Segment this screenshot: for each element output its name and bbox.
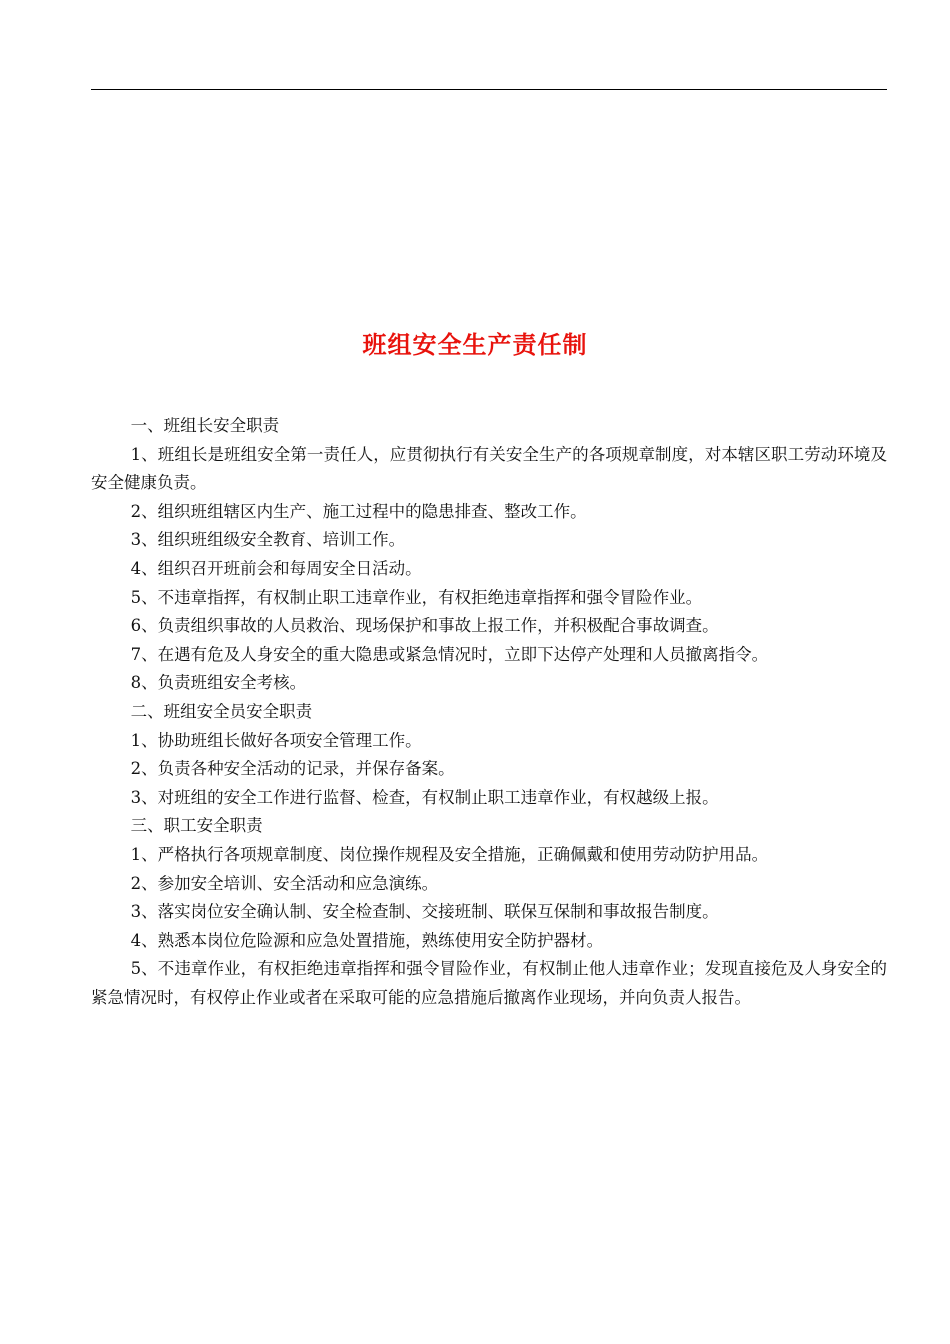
paragraph: 2、组织班组辖区内生产、施工过程中的隐患排查、整改工作。	[130, 501, 587, 521]
paragraph: 8、负责班组安全考核。	[130, 673, 307, 693]
paragraph: 1、班组长是班组安全第一责任人，应贯彻执行有关安全生产的各项规章制度，对本辖区职工劳动环境及安全健康负责。	[91, 444, 887, 493]
section-heading-safety-officer: 二、班组安全员安全职责	[130, 701, 313, 721]
section-heading-team-leader: 一、班组长安全职责	[130, 416, 280, 435]
document-title: 班组安全生产责任制	[362, 331, 588, 359]
paragraph: 4、熟悉本岗位危险源和应急处置措施，熟练使用安全防护器材。	[130, 930, 604, 950]
paragraph: 3、对班组的安全工作进行监督、检查，有权制止职工违章作业，有权越级上报。	[130, 787, 719, 807]
paragraph: 3、落实岗位安全确认制、安全检查制、交接班制、联保互保制和事故报告制度。	[130, 902, 719, 922]
paragraph: 2、参加安全培训、安全活动和应急演练。	[130, 873, 439, 893]
paragraph: 2、负责各种安全活动的记录，并保存备案。	[130, 759, 455, 779]
paragraph: 6、负责组织事故的人员救治、现场保护和事故上报工作，并积极配合事故调查。	[130, 616, 719, 636]
header-rule	[91, 89, 887, 90]
paragraph: 1、严格执行各项规章制度、岗位操作规程及安全措施，正确佩戴和使用劳动防护用品。	[130, 844, 769, 864]
paragraph: 3、组织班组级安全教育、培训工作。	[130, 530, 406, 550]
paragraph: 5、不违章作业，有权拒绝违章指挥和强令冒险作业，有权制止他人违章作业；发现直接危及人身安全的紧急情况时，有权停止作业或者在采取可能的应急措施后撤离作业现场，并向负责人报告。	[91, 959, 887, 1007]
paragraph: 7、在遇有危及人身安全的重大隐患或紧急情况时，立即下达停产处理和人员撤离指令。	[130, 644, 769, 664]
document-body	[91, 412, 887, 1012]
paragraph: 5、不违章指挥，有权制止职工违章作业，有权拒绝违章指挥和强令冒险作业。	[130, 587, 703, 607]
paragraph: 4、组织召开班前会和每周安全日活动。	[130, 558, 422, 578]
section-heading-employee: 三、职工安全职责	[130, 816, 263, 836]
paragraph: 1、协助班组长做好各项安全管理工作。	[130, 730, 422, 750]
